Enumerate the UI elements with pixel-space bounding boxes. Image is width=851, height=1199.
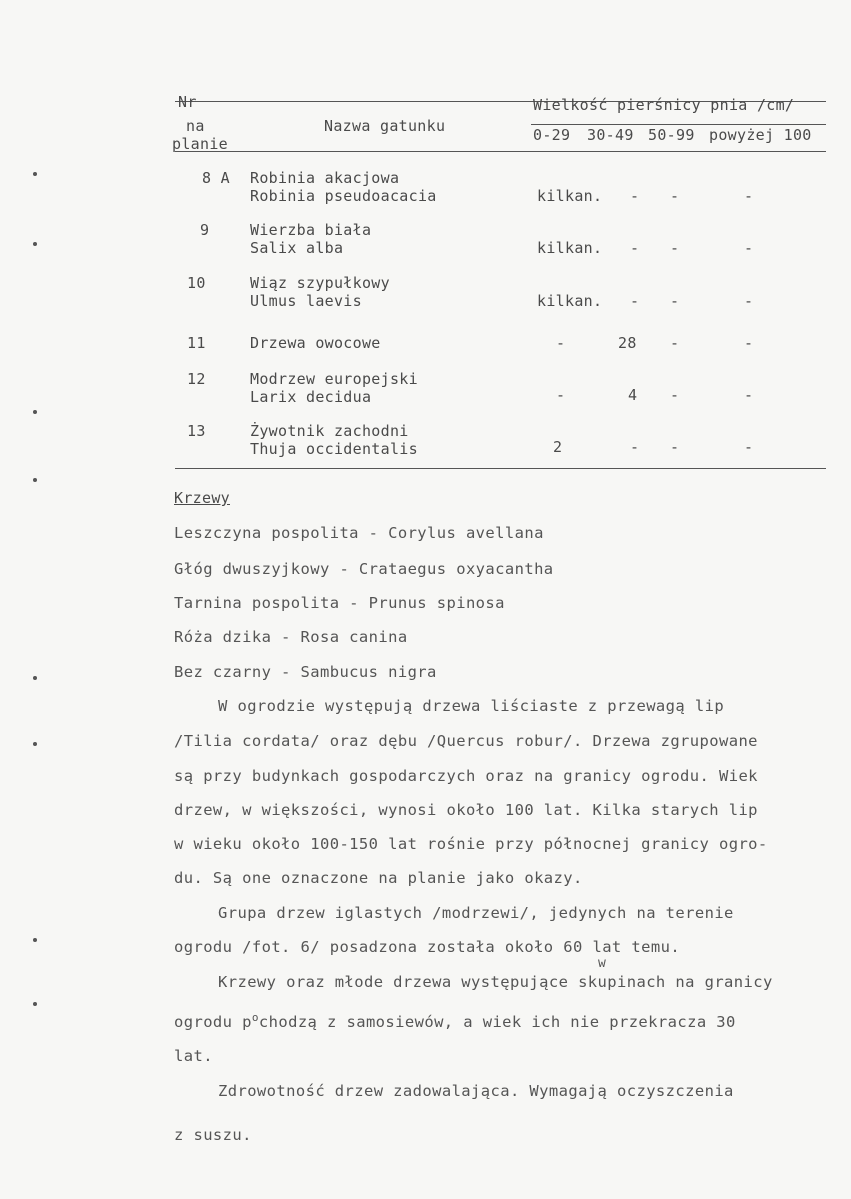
paragraph-line: Krzewy oraz młode drzewa występujące skupinach na granicy xyxy=(218,973,773,991)
row-name-pl: Drzewa owocowe xyxy=(250,334,381,352)
row-cell-0-29: kilkan. xyxy=(537,187,603,205)
row-cell-0-29: kilkan. xyxy=(537,292,603,310)
paragraph-line: w wieku około 100-150 lat rośnie przy północnej granicy ogro- xyxy=(174,835,768,853)
row-cell-0-29: - xyxy=(556,386,566,404)
row-name-lat: Ulmus laevis xyxy=(250,292,362,310)
paragraph-line: /Tilia cordata/ oraz dębu /Quercus robur/. Drzewa zgrupowane xyxy=(174,732,758,750)
handwritten-insertion: w xyxy=(598,956,607,971)
paragraph-line: lat. xyxy=(174,1047,213,1065)
punch-hole-mark xyxy=(33,1002,37,1006)
row-name-lat: Salix alba xyxy=(250,239,344,257)
paragraph-line: Grupa drzew iglastych /modrzewi/, jedynych na terenie xyxy=(218,904,734,922)
row-cell-30-49: - xyxy=(630,438,640,456)
header-nr: planie xyxy=(172,135,228,153)
paragraph-line: drzew, w większości, wynosi około 100 lat. Kilka starych lip xyxy=(174,801,758,819)
header-col-50-99: 50-99 xyxy=(648,126,695,144)
row-cell-over-100: - xyxy=(744,187,754,205)
header-species-name: Nazwa gatunku xyxy=(324,117,446,135)
row-nr: 10 xyxy=(187,274,206,292)
punch-hole-mark xyxy=(33,676,37,680)
paragraph-line xyxy=(174,1011,736,1031)
paragraph-line: W ogrodzie występują drzewa liściaste z przewagą lip xyxy=(218,697,725,715)
row-cell-over-100: - xyxy=(744,239,754,257)
row-cell-50-99: - xyxy=(670,334,680,352)
row-name-lat: Thuja occidentalis xyxy=(250,440,418,458)
row-nr: 11 xyxy=(187,334,206,352)
row-cell-50-99: - xyxy=(670,187,680,205)
row-nr: 8 A xyxy=(202,169,230,187)
row-cell-50-99: - xyxy=(670,292,680,310)
header-col-30-49: 30-49 xyxy=(587,126,634,144)
table-subheader-rule xyxy=(531,124,826,125)
header-nr: Nr xyxy=(178,93,197,111)
row-name-lat: Robinia pseudoacacia xyxy=(250,187,437,205)
row-name-pl: Robinia akacjowa xyxy=(250,169,400,187)
row-cell-over-100: - xyxy=(744,334,754,352)
shrub-item: Leszczyna pospolita - Corylus avellana xyxy=(174,524,544,542)
shrub-item: Róża dzika - Rosa canina xyxy=(174,628,408,646)
row-name-pl: Żywotnik zachodni xyxy=(250,422,409,440)
paragraph-line: ogrodu /fot. 6/ posadzona została około 60 lat temu. xyxy=(174,938,681,956)
row-cell-30-49: - xyxy=(630,292,640,310)
paragraph-line: Zdrowotność drzew zadowalająca. Wymagają oczyszczenia xyxy=(218,1082,734,1100)
header-col-over-100: powyżej 100 xyxy=(709,126,812,144)
punch-hole-mark xyxy=(33,410,37,414)
row-nr: 13 xyxy=(187,422,206,440)
row-cell-50-99: - xyxy=(670,239,680,257)
superscript-correction: o xyxy=(251,1011,259,1024)
row-cell-30-49: - xyxy=(630,239,640,257)
table-header-bottom-rule xyxy=(175,151,826,152)
punch-hole-mark xyxy=(33,938,37,942)
header-trunk-size: Wielkość pierśnicy pnia /cm/ xyxy=(533,96,795,114)
shrub-item: Głóg dwuszyjkowy - Crataegus oxyacantha xyxy=(174,560,554,578)
row-name-pl: Modrzew europejski xyxy=(250,370,418,388)
row-cell-over-100: - xyxy=(744,292,754,310)
shrub-item: Tarnina pospolita - Prunus spinosa xyxy=(174,594,505,612)
row-cell-30-49: - xyxy=(630,187,640,205)
paragraph-fragment: ogrodu p xyxy=(174,1013,252,1032)
row-cell-50-99: - xyxy=(670,438,680,456)
row-name-pl: Wierzba biała xyxy=(250,221,372,239)
table-bottom-rule xyxy=(175,468,826,469)
row-cell-30-49: 4 xyxy=(628,386,638,404)
row-name-pl: Wiąz szypułkowy xyxy=(250,274,390,292)
punch-hole-mark xyxy=(33,478,37,482)
row-cell-50-99: - xyxy=(670,386,680,404)
row-nr: 12 xyxy=(187,370,206,388)
shrub-item: Bez czarny - Sambucus nigra xyxy=(174,663,437,681)
punch-hole-mark xyxy=(33,242,37,246)
row-cell-over-100: - xyxy=(744,386,754,404)
row-cell-0-29: kilkan. xyxy=(537,239,603,257)
shrubs-heading: Krzewy xyxy=(174,489,230,507)
punch-hole-mark xyxy=(33,742,37,746)
punch-hole-mark xyxy=(33,172,37,176)
paragraph-line: du. Są one oznaczone na planie jako okazy. xyxy=(174,869,583,887)
paragraph-fragment: chodzą z samosiewów, a wiek ich nie przekracza 30 xyxy=(258,1013,736,1032)
header-col-0-29: 0-29 xyxy=(533,126,571,144)
header-nr: na xyxy=(186,117,205,135)
row-nr: 9 xyxy=(200,221,210,239)
row-cell-0-29: - xyxy=(556,334,566,352)
paragraph-line: z suszu. xyxy=(174,1126,252,1144)
row-name-lat: Larix decidua xyxy=(250,388,372,406)
paragraph-line: są przy budynkach gospodarczych oraz na granicy ogrodu. Wiek xyxy=(174,767,758,785)
row-cell-30-49: 28 xyxy=(618,334,637,352)
row-cell-0-29: 2 xyxy=(553,438,563,456)
row-cell-over-100: - xyxy=(744,438,754,456)
